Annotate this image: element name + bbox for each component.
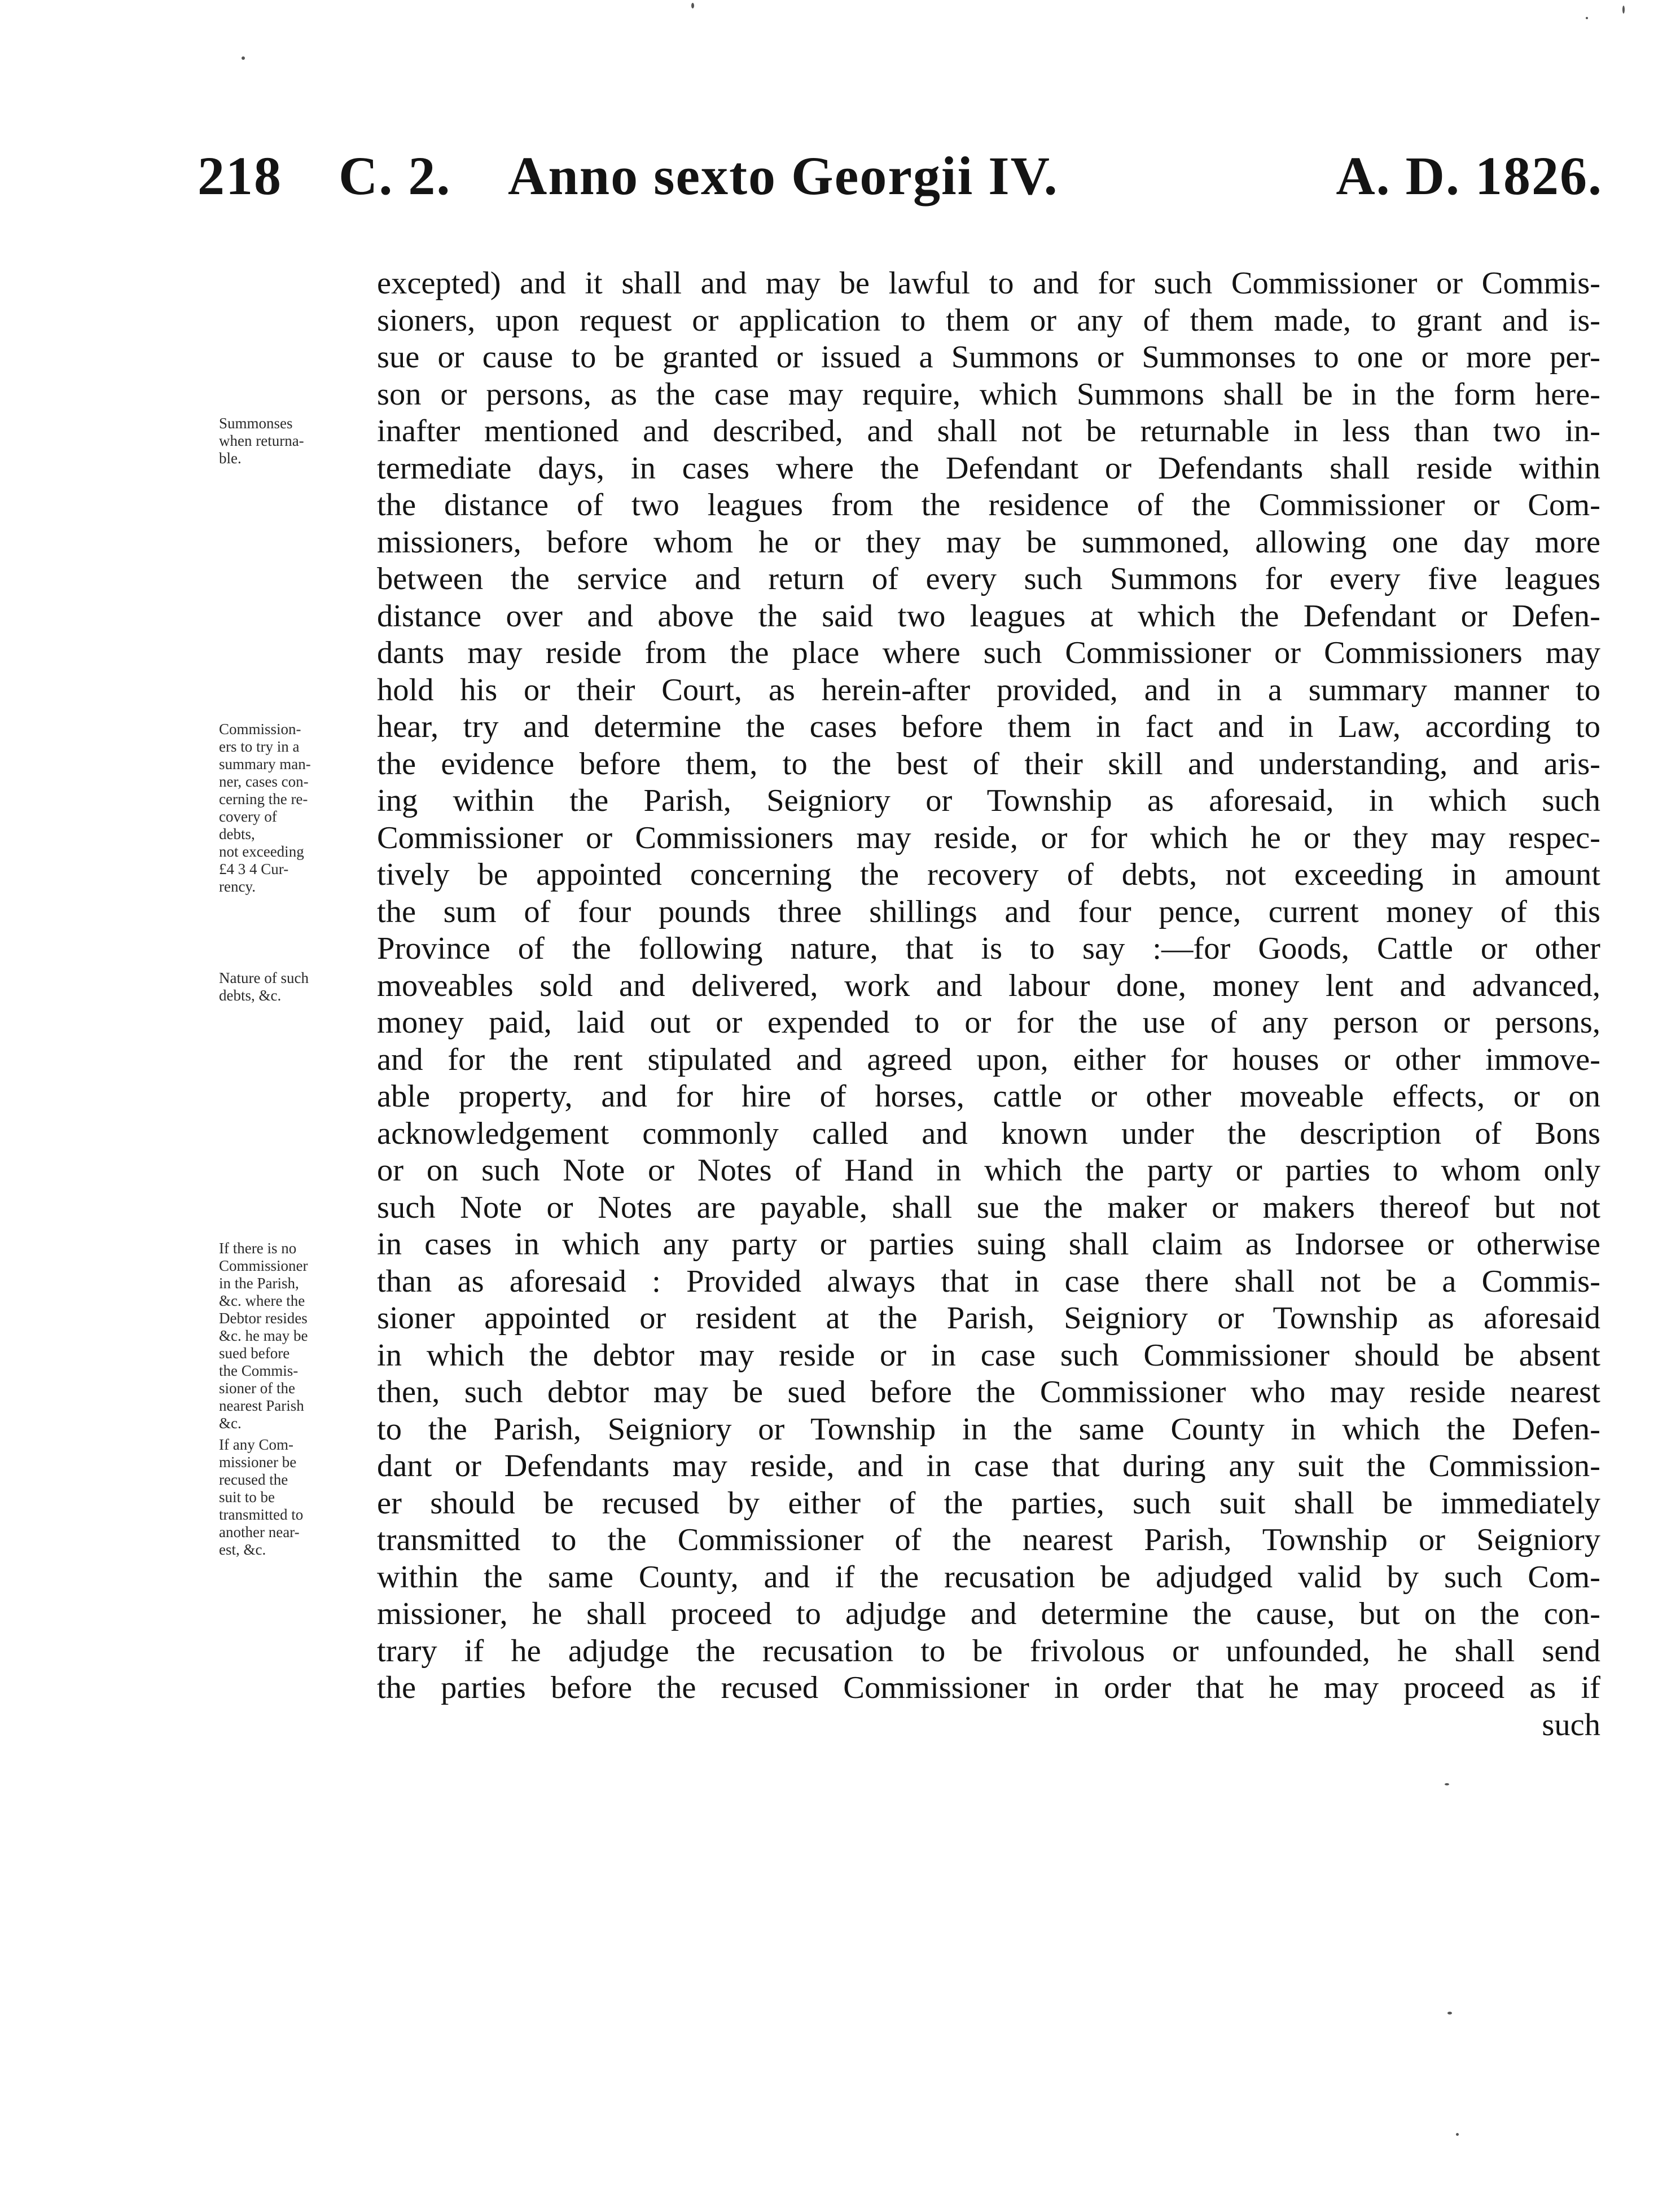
text-line: ing within the Parish, Seigniory or Township as aforesaid, in which such <box>377 783 1600 818</box>
page-number: 218 <box>198 146 282 206</box>
margin-note-line: ers to try in a <box>219 738 300 755</box>
margin-note-line: Nature of such <box>219 969 309 986</box>
text-line: or on such Note or Notes of Hand in which the party or parties to whom only <box>377 1153 1600 1188</box>
text-line: sioners, upon request or application to them or any of them made, to grant and is- <box>377 302 1600 338</box>
text-line: acknowledgement commonly called and known under the description of Bons <box>377 1116 1600 1151</box>
text-line: Province of the following nature, that is to say :—for Goods, Cattle or other <box>377 931 1600 966</box>
text-line: sioner appointed or resident at the Parish, Seigniory or Township as aforesaid <box>377 1301 1600 1336</box>
margin-note-line: debts, <box>219 826 255 842</box>
margin-note-summonses <box>219 415 371 467</box>
margin-note-line: not exceeding <box>219 843 304 860</box>
margin-note-line: If there is no <box>219 1240 297 1257</box>
text-line: such Note or Notes are payable, shall sue the maker or makers thereof but not <box>377 1190 1600 1225</box>
text-line: dants may reside from the place where such Commissioner or Commissioners may <box>377 635 1600 670</box>
text-line: in cases in which any party or parties suing shall claim as Indorsee or otherwise <box>377 1227 1600 1262</box>
margin-note-line: when returna- <box>219 432 304 449</box>
margin-note-recusation <box>219 1436 371 1559</box>
text-line: and for the rent stipulated and agreed upon, either for houses or other immove- <box>377 1042 1600 1077</box>
margin-note-line: covery of <box>219 808 277 825</box>
margin-note-line: suit to be <box>219 1489 275 1506</box>
margin-note-line: ner, cases con- <box>219 773 309 790</box>
text-line: termediate days, in cases where the Defendant or Defendants shall reside within <box>377 450 1600 486</box>
margin-note-line: sued before <box>219 1345 290 1362</box>
margin-note-line: Summonses <box>219 415 293 432</box>
regnal-year: Anno sexto Georgii IV. <box>508 146 1059 206</box>
text-line: excepted) and it shall and may be lawful to and for such Commissioner or Commis- <box>377 266 1600 301</box>
text-line: son or persons, as the case may require, which Summons shall be in the form here- <box>377 376 1600 412</box>
text-line: the evidence before them, to the best of their skill and understanding, and aris- <box>377 746 1600 782</box>
margin-note-line: the Commis- <box>219 1362 299 1379</box>
margin-note-line: nearest Parish <box>219 1397 304 1414</box>
text-line: to the Parish, Seigniory or Township in the same County in which the Defen- <box>377 1411 1600 1447</box>
margin-note-line: Debtor resides <box>219 1310 308 1327</box>
margin-note-no-commissioner <box>219 1240 371 1432</box>
statute-body-text <box>377 265 1600 1744</box>
text-line: sue or cause to be granted or issued a Summons or Summonses to one or more per- <box>377 340 1600 375</box>
margin-note-line: est, &c. <box>219 1541 266 1558</box>
margin-note-line: transmitted to <box>219 1506 304 1523</box>
catchword: such <box>1542 1707 1600 1743</box>
margin-note-line: in the Parish, <box>219 1275 299 1292</box>
text-line: money paid, laid out or expended to or for the use of any person or persons, <box>377 1005 1600 1040</box>
margin-note-line: &c. he may be <box>219 1327 308 1344</box>
text-line: inafter mentioned and described, and shall not be returnable in less than two in- <box>377 414 1600 449</box>
chapter-number: C. 2. <box>339 146 451 206</box>
text-line: within the same County, and if the recusation be adjudged valid by such Com- <box>377 1559 1600 1595</box>
text-line: hold his or their Court, as herein-after provided, and in a summary manner to <box>377 672 1600 708</box>
margin-note-line: missioner be <box>219 1454 297 1471</box>
margin-note-line: cerning the re- <box>219 791 308 807</box>
text-line: tively be appointed concerning the recovery of debts, not exceeding in amount <box>377 857 1600 892</box>
text-line: distance over and above the said two leagues at which the Defendant or Defen- <box>377 598 1600 634</box>
text-line: er should be recused by either of the parties, such suit shall be immediately <box>377 1485 1600 1521</box>
margin-note-line: ble. <box>219 450 242 467</box>
margin-note-line: &c. where the <box>219 1292 305 1309</box>
margin-note-line: debts, &c. <box>219 987 282 1004</box>
text-line: missioner, he shall proceed to adjudge and determine the cause, but on the con- <box>377 1596 1600 1631</box>
margin-note-line: another near- <box>219 1524 300 1540</box>
text-line: transmitted to the Commissioner of the nearest Parish, Township or Seigniory <box>377 1522 1600 1557</box>
text-line: the sum of four pounds three shillings and four pence, current money of this <box>377 894 1600 929</box>
text-line: Commissioner or Commissioners may reside, or for which he or they may respec- <box>377 820 1600 855</box>
margin-note-line: summary man- <box>219 756 311 773</box>
text-line: dant or Defendants may reside, and in case that during any suit the Commission- <box>377 1449 1600 1484</box>
calendar-year: A. D. 1826. <box>1336 146 1603 206</box>
text-line: able property, and for hire of horses, cattle or other moveable effects, or on <box>377 1079 1600 1114</box>
margin-note-line: If any Com- <box>219 1436 293 1453</box>
margin-note-line: &c. <box>219 1415 242 1432</box>
text-line: hear, try and determine the cases before them in fact and in Law, according to <box>377 709 1600 744</box>
text-line: then, such debtor may be sued before the Commissioner who may reside nearest <box>377 1375 1600 1410</box>
margin-note-line: Commissioner <box>219 1257 308 1274</box>
text-line: moveables sold and delivered, work and labour done, money lent and advanced, <box>377 968 1600 1003</box>
margin-note-line: sioner of the <box>219 1380 295 1397</box>
text-line: missioners, before whom he or they may be summoned, allowing one day more <box>377 524 1600 560</box>
margin-note-commissioners <box>219 721 371 896</box>
text-line: between the service and return of every such Summons for every five leagues <box>377 561 1600 596</box>
margin-note-nature-of-debts <box>219 969 371 1004</box>
margin-note-line: recused the <box>219 1471 288 1488</box>
text-line: than as aforesaid : Provided always that in case there shall not be a Commis- <box>377 1263 1600 1299</box>
text-line: the parties before the recused Commissioner in order that he may proceed as if <box>377 1670 1600 1705</box>
text-line: trary if he adjudge the recusation to be frivolous or unfounded, he shall send <box>377 1633 1600 1669</box>
text-line: in which the debtor may reside or in case such Commissioner should be absent <box>377 1337 1600 1373</box>
text-line: the distance of two leagues from the residence of the Commissioner or Com- <box>377 488 1600 523</box>
margin-note-line: £4 3 4 Cur- <box>219 861 289 877</box>
margin-note-line: Commission- <box>219 721 301 738</box>
running-header <box>198 142 1603 210</box>
margin-note-line: rency. <box>219 878 256 895</box>
